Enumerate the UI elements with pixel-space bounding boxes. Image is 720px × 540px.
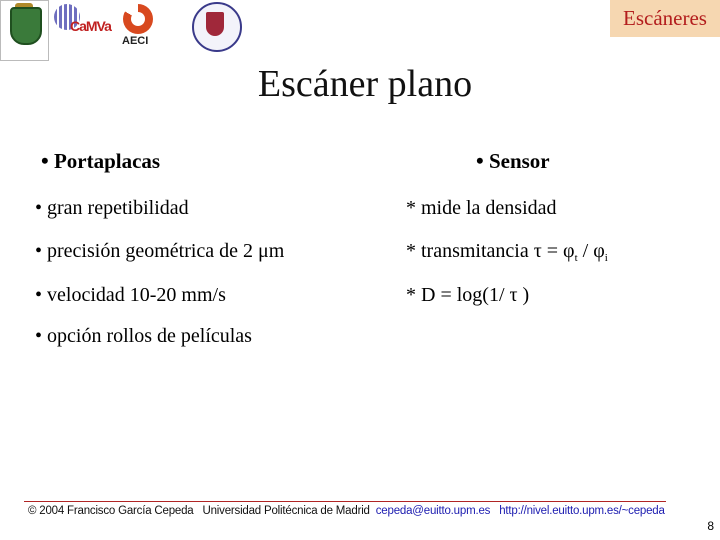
bullet-icon: • bbox=[476, 148, 484, 173]
footer-url-link[interactable]: http://nivel.euitto.upm.es/~cepeda bbox=[499, 505, 665, 517]
sensor-item: * transmitancia $\tau = \varphi_t / \varphi_i$ bbox=[406, 240, 608, 264]
shield-icon bbox=[206, 12, 224, 36]
footer-institution: Universidad Politécnica de Madrid bbox=[202, 505, 370, 517]
section-tab: Escáneres bbox=[610, 0, 720, 37]
camva-logo bbox=[54, 4, 111, 46]
list-item: • precisión geométrica de 2 μm bbox=[35, 240, 285, 262]
list-item: • opción rollos de películas bbox=[35, 325, 252, 347]
footer-email-link[interactable]: cepeda@euitto.upm.es bbox=[375, 505, 491, 517]
bullet-icon: • bbox=[35, 325, 43, 347]
camva-logo-text: CaMVa bbox=[70, 18, 111, 34]
slide-title: Escáner plano bbox=[257, 63, 473, 105]
right-column-heading bbox=[476, 148, 550, 174]
list-item: • velocidad 10-20 mm/s bbox=[35, 284, 226, 306]
bullet-icon: • bbox=[35, 284, 43, 306]
left-heading-text: Portaplacas bbox=[53, 149, 161, 173]
bullet-icon: • bbox=[41, 148, 49, 173]
university-crest-logo bbox=[0, 0, 49, 61]
asterisk-icon: * bbox=[406, 284, 416, 306]
asterisk-icon: * bbox=[406, 240, 416, 262]
bullet-icon: • bbox=[35, 197, 43, 219]
footer-copyright: © 2004 Francisco García Cepeda bbox=[28, 505, 194, 517]
bullet-icon: • bbox=[35, 240, 43, 262]
aeci-logo bbox=[120, 4, 158, 50]
aeci-logo-text: AECI bbox=[122, 35, 149, 47]
list-item: • gran repetibilidad bbox=[35, 197, 189, 219]
sensor-item: * D = log(1/ τ ) bbox=[406, 284, 530, 306]
asterisk-icon: * bbox=[406, 197, 416, 219]
footer-divider bbox=[24, 501, 666, 502]
upm-seal-logo bbox=[192, 2, 242, 50]
sensor-item: * mide la densidad bbox=[406, 197, 557, 219]
footer bbox=[28, 505, 665, 517]
right-heading-text: Sensor bbox=[488, 149, 550, 173]
shield-icon bbox=[10, 7, 42, 45]
left-column-heading bbox=[41, 148, 160, 174]
page-number: 8 bbox=[707, 519, 714, 533]
